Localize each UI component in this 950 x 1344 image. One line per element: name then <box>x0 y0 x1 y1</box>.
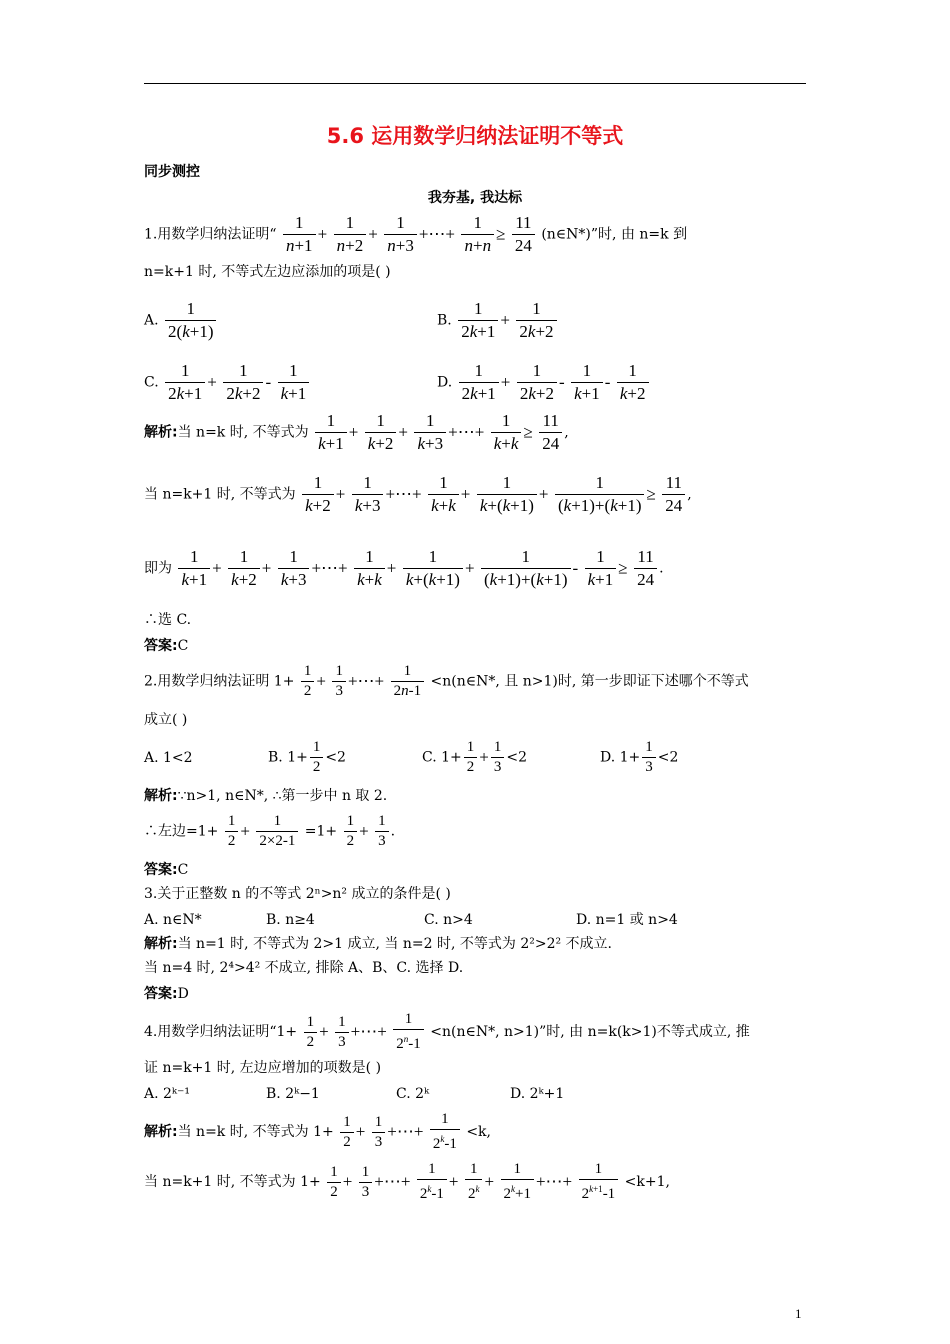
q1-stem: 1.用数学归纳法证明“ $\frac{1}{n+1}$ + $\frac{1}{n+2}$ + $\frac{1}{n+3}$ +⋯+ $\frac{1}{n+n}$ ≥ $\frac{11}{24}$ (n∈N*)”时, 由 n=k 到 <box>144 213 688 255</box>
q4-option-b: B. 2ᵏ−1 <box>266 1086 320 1102</box>
q2-option-b: B. 1+ $\frac{1}{2}$ <2 <box>268 739 346 775</box>
page-number: 1 <box>795 1306 802 1321</box>
q1-therefore: ∴选 C. <box>144 612 192 628</box>
header-rule <box>144 83 806 84</box>
q2-option-c: C. 1+ $\frac{1}{2}$ + $\frac{1}{3}$ <2 <box>422 739 527 775</box>
q1-analysis-2: 当 n=k+1 时, 不等式为 $\frac{1}{k+2}$ + $\frac{1}{k+3}$ +⋯+ $\frac{1}{k+k}$ + $\frac{1}{k+(k+1)}$ + $\frac{1}{(k+1)+(k+1)}$ ≥ $\frac{11}{24}$ , <box>144 473 692 515</box>
q1-option-c: C. $\frac{1}{2k+1}$ + $\frac{1}{2k+2}$ - $\frac{1}{k+1}$ <box>144 360 311 405</box>
q2-stem-line2: 成立( ) <box>144 712 188 728</box>
q4-option-a: A. 2ᵏ⁻¹ <box>144 1086 191 1102</box>
q4-analysis-2: 当 n=k+1 时, 不等式为 1+ $\frac{1}{2}$ + $\frac{1}{3}$ +⋯+ $\frac{1}{2^k-1}$ + $\frac{1}{2^k}$ + $\frac{1}{2^k+1}$ +⋯+ $\frac{1}{2^{k+1}-1}$ <k+1, <box>144 1161 670 1202</box>
q3-stem: 3.关于正整数 n 的不等式 2ⁿ>n² 成立的条件是( ) <box>144 886 451 902</box>
q1-option-b: B. $\frac{1}{2k+1}$ + $\frac{1}{2k+2}$ <box>437 298 559 343</box>
q3-option-b: B. n≥4 <box>266 912 315 928</box>
q2-answer: 答案:C <box>144 862 189 878</box>
q3-option-c: C. n>4 <box>424 912 473 928</box>
q1-analysis-3: 即为 $\frac{1}{k+1}$ + $\frac{1}{k+2}$ + $\frac{1}{k+3}$ +⋯+ $\frac{1}{k+k}$ + $\frac{1}{k+(k+1)}$ + $\frac{1}{(k+1)+(k+1)}$ - $\frac{1}{k+1}$ ≥ $\frac{11}{24}$ . <box>144 547 664 589</box>
q3-option-d: D. n=1 或 n>4 <box>576 912 678 928</box>
q4-option-c: C. 2ᵏ <box>396 1086 430 1102</box>
q1-analysis-1: 解析:当 n=k 时, 不等式为 $\frac{1}{k+1}$ + $\frac{1}{k+2}$ + $\frac{1}{k+3}$ +⋯+ $\frac{1}{k+k}$ ≥ $\frac{11}{24}$ , <box>144 411 569 453</box>
q4-stem: 4.用数学归纳法证明“1+ $\frac{1}{2}$ + $\frac{1}{3}$ +⋯+ $\frac{1}{2^n-1}$ <n(n∈N*, n>1)”时, 由 n=k(k>1)不等式成立, 推 <box>144 1011 750 1052</box>
q4-option-d: D. 2ᵏ+1 <box>510 1086 565 1102</box>
q1-answer: 答案:C <box>144 638 189 654</box>
q2-option-a: A. 1<2 <box>144 750 193 766</box>
q3-analysis-1: 解析:当 n=1 时, 不等式为 2>1 成立, 当 n=2 时, 不等式为 2²>2² 不成立. <box>144 936 612 952</box>
q4-stem-line2: 证 n=k+1 时, 左边应增加的项数是( ) <box>144 1060 382 1076</box>
subsection-heading: 我夯基, 我达标 <box>427 190 523 206</box>
q4-analysis-1: 解析:当 n=k 时, 不等式为 1+ $\frac{1}{2}$ + $\frac{1}{3}$ +⋯+ $\frac{1}{2^k-1}$ <k, <box>144 1111 491 1152</box>
section-heading: 同步测控 <box>144 164 200 180</box>
q2-analysis-1: 解析:∵n>1, n∈N*, ∴第一步中 n 取 2. <box>144 788 388 804</box>
q1-stem-line2: n=k+1 时, 不等式左边应添加的项是( ) <box>144 264 391 280</box>
q2-option-d: D. 1+ $\frac{1}{3}$ <2 <box>600 739 679 775</box>
q1-option-a: A. $\frac{1}{2(k+1)}$ <box>144 298 218 343</box>
q3-option-a: A. n∈N* <box>144 912 202 928</box>
q1-option-d: D. $\frac{1}{2k+1}$ + $\frac{1}{2k+2}$ - $\frac{1}{k+1}$ - $\frac{1}{k+2}$ <box>437 360 651 405</box>
q3-analysis-2: 当 n=4 时, 2⁴>4² 不成立, 排除 A、B、C. 选择 D. <box>144 960 464 976</box>
page-title: 5.6 运用数学归纳法证明不等式 <box>326 124 624 148</box>
q2-stem: 2.用数学归纳法证明 1+ $\frac{1}{2}$ + $\frac{1}{3}$ +⋯+ $\frac{1}{2n-1}$ <n(n∈N*, 且 n>1)时, 第一步即证下述哪个不等式 <box>144 663 749 699</box>
q3-answer: 答案:D <box>144 986 189 1002</box>
q2-analysis-2: ∴左边=1+ $\frac{1}{2}$ + $\frac{1}{2\times 2-1}$ =1+ $\frac{1}{2}$ + $\frac{1}{3}$ . <box>144 813 396 849</box>
